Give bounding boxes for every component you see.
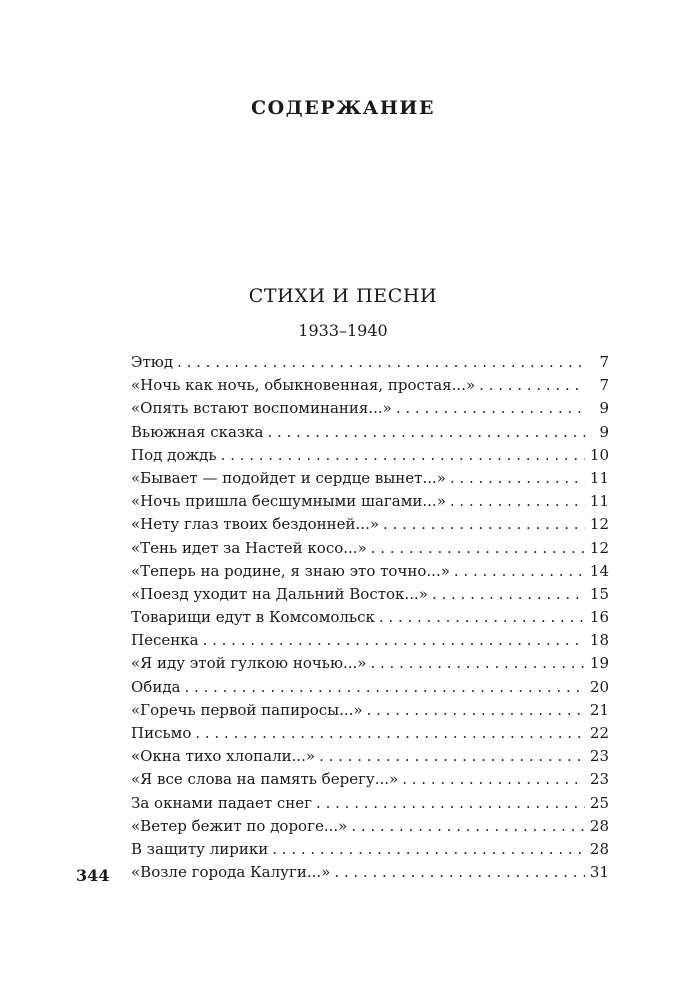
- toc-entry: [131, 397, 609, 420]
- toc-entry: [131, 513, 609, 536]
- toc-entry-title: «Поезд уходит на Дальний Восток...»: [131, 584, 428, 603]
- toc-entry-title: «Бывает — подойдет и сердце вынет...»: [131, 468, 446, 487]
- toc-entry: [131, 699, 609, 722]
- toc-entry: [131, 676, 609, 699]
- dot-leader: [432, 583, 585, 606]
- toc-entry: [131, 583, 609, 606]
- toc-entry-title: «Возле города Калуги...»: [131, 863, 331, 882]
- toc-entry-page: 7: [599, 353, 609, 371]
- toc-entry-title: Песенка: [131, 631, 199, 650]
- dot-leader: [272, 838, 585, 861]
- toc-entry: [131, 560, 609, 583]
- dot-leader: [334, 861, 585, 884]
- dot-leader: [267, 421, 585, 444]
- page-title: СОДЕРЖАНИЕ: [250, 97, 436, 119]
- table-of-contents: [131, 351, 609, 884]
- toc-entry-title: В защиту лирики: [131, 839, 269, 858]
- dot-leader: [177, 351, 585, 374]
- toc-entry-title: Этюд: [131, 353, 174, 371]
- toc-entry: [131, 537, 609, 560]
- dot-leader: [367, 699, 585, 722]
- toc-entry-title: Вьюжная сказка: [131, 422, 264, 441]
- toc-entry-title: «Теперь на родине, я знаю это точно...»: [131, 561, 450, 580]
- toc-entry: [131, 745, 609, 768]
- toc-entry-page: 28: [589, 839, 609, 858]
- dot-leader: [383, 513, 585, 536]
- toc-entry-page: 12: [589, 515, 609, 534]
- toc-entry-title: «Окна тихо хлопали...»: [131, 747, 316, 766]
- toc-entry-title: «Ночь пришла бесшумными шагами...»: [131, 492, 446, 511]
- section-period: 1933–1940: [298, 321, 388, 340]
- toc-entry: [131, 722, 609, 745]
- toc-entry-page: 25: [589, 793, 609, 812]
- dot-leader: [221, 444, 585, 467]
- dot-leader: [185, 676, 585, 699]
- toc-entry-page: 28: [589, 816, 609, 835]
- toc-entry-page: 31: [589, 863, 609, 882]
- dot-leader: [379, 606, 585, 629]
- toc-entry-title: «Ветер бежит по дороге...»: [131, 816, 348, 835]
- dot-leader: [396, 397, 585, 420]
- dot-leader: [454, 560, 585, 583]
- toc-entry-title: «Я иду этой гулкою ночью...»: [131, 654, 367, 673]
- toc-entry-title: За окнами падает снег: [131, 793, 313, 812]
- toc-entry: [131, 815, 609, 838]
- dot-leader: [195, 722, 585, 745]
- dot-leader: [450, 467, 585, 490]
- toc-entry-page: 16: [589, 608, 609, 627]
- toc-entry: [131, 629, 609, 652]
- toc-entry: [131, 374, 609, 397]
- dot-leader: [203, 629, 585, 652]
- toc-entry-title: Товарищи едут в Комсомольск: [131, 608, 375, 627]
- toc-entry: [131, 421, 609, 444]
- toc-entry-page: 11: [589, 492, 609, 511]
- toc-entry: [131, 838, 609, 861]
- toc-entry-page: 23: [589, 770, 609, 789]
- dot-leader: [370, 652, 585, 675]
- toc-entry: [131, 351, 609, 374]
- page-number: 344: [76, 866, 110, 885]
- dot-leader: [351, 815, 585, 838]
- dot-leader: [316, 792, 585, 815]
- toc-entry-page: 9: [599, 422, 609, 441]
- toc-entry-title: Обида: [131, 677, 181, 696]
- toc-entry-page: 18: [589, 631, 609, 650]
- toc-entry-page: 14: [589, 561, 609, 580]
- section-title: СТИХИ И ПЕСНИ: [248, 285, 438, 307]
- toc-entry-page: 9: [599, 399, 609, 418]
- toc-entry-title: «Я все слова на память берегу...»: [131, 770, 399, 789]
- dot-leader: [371, 537, 585, 560]
- toc-entry: [131, 652, 609, 675]
- toc-entry-page: 22: [589, 724, 609, 742]
- toc-entry-title: Под дождь: [131, 445, 217, 464]
- dot-leader: [450, 490, 585, 513]
- toc-entry: [131, 792, 609, 815]
- toc-entry-title: «Тень идет за Настей косо...»: [131, 538, 367, 557]
- toc-entry-page: 12: [589, 538, 609, 557]
- toc-entry: [131, 444, 609, 467]
- toc-entry-page: 19: [589, 654, 609, 673]
- toc-entry-title: «Опять встают воспоминания...»: [131, 399, 392, 418]
- toc-entry: [131, 768, 609, 791]
- dot-leader: [319, 745, 585, 768]
- dot-leader: [479, 374, 585, 397]
- toc-entry-page: 20: [589, 677, 609, 696]
- toc-entry-page: 15: [589, 584, 609, 603]
- toc-entry-title: «Нету глаз твоих бездонней...»: [131, 515, 380, 534]
- toc-entry: [131, 467, 609, 490]
- toc-entry-page: 21: [589, 700, 609, 719]
- toc-entry: [131, 490, 609, 513]
- toc-entry-title: «Ночь как ночь, обыкновенная, простая...»: [131, 376, 476, 395]
- toc-entry: [131, 606, 609, 629]
- toc-entry-page: 11: [589, 468, 609, 487]
- toc-entry: [131, 861, 609, 884]
- toc-entry-title: «Горечь первой папиросы...»: [131, 700, 363, 719]
- toc-entry-page: 23: [589, 747, 609, 766]
- toc-entry-page: 7: [599, 376, 609, 395]
- dot-leader: [402, 768, 585, 791]
- toc-entry-page: 10: [589, 445, 609, 464]
- toc-entry-title: Письмо: [131, 724, 192, 742]
